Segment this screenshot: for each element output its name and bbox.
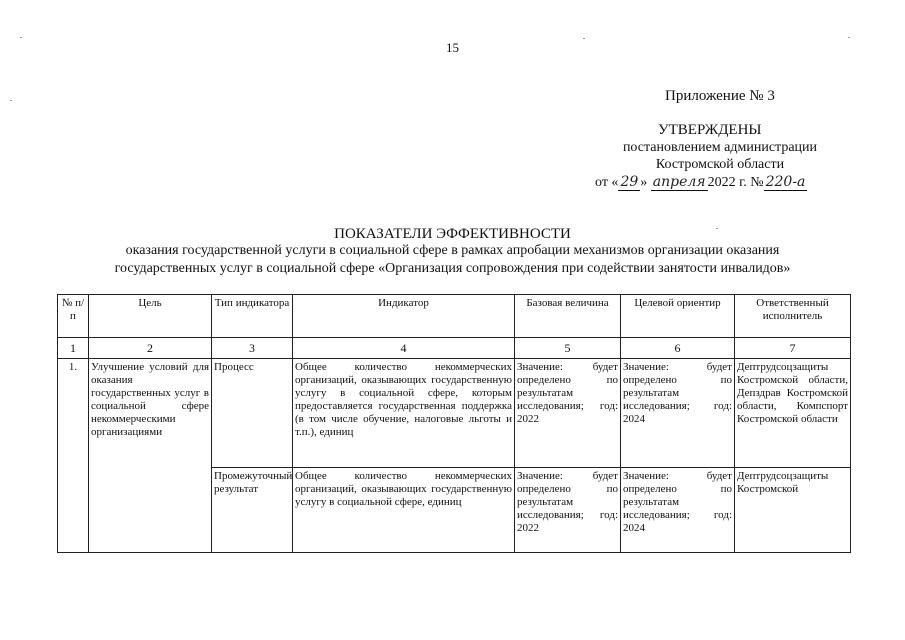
base-value-cell: Значение: будет определено по результатам исследования; год: 2022 [515, 359, 621, 468]
date-mid: » [640, 175, 648, 190]
responsible-cell: Дептрудсоцзащиты Костромской области, Депздрав Костромской области, Компспорт Костромской области [735, 359, 851, 468]
indicator-cell: Общее количество некоммерческих организаций, оказывающих государственную услугу в социальной сфере, единиц [293, 468, 515, 553]
approval-heading: УТВЕРЖДЕНЫ [658, 122, 762, 138]
date-year: 2022 г. № [707, 175, 764, 190]
header-cell: № п/п [58, 295, 89, 338]
table-header-row [58, 295, 851, 338]
decree-line [595, 174, 807, 191]
indicator-cell: Общее количество некоммерческих организаций, оказывающих государственную услугу в социальной сфере, которым предоставляется государственная поддержка (в том числе обучение, налоговые льготы и т.п.), единиц [293, 359, 515, 468]
indicators-table [57, 294, 851, 553]
base-value-cell: Значение: будет определено по результатам исследования; год: 2022 [515, 468, 621, 553]
column-number: 6 [621, 338, 735, 359]
scan-speck [583, 38, 585, 39]
column-number: 3 [212, 338, 293, 359]
handwritten-decree-number: 220-а [765, 174, 806, 190]
approval-line-2: Костромской области [655, 157, 785, 172]
document-title: ПОКАЗАТЕЛИ ЭФФЕКТИВНОСТИ [334, 226, 571, 242]
responsible-cell: Дептрудсоцзащиты Костромской [735, 468, 851, 553]
indicator-type-cell: Процесс [212, 359, 293, 468]
target-value-cell: Значение: будет определено по результатам исследования; год: 2024 [621, 359, 735, 468]
column-number: 1 [58, 338, 89, 359]
appendix-label: Приложение № 3 [665, 88, 775, 104]
scan-speck [20, 37, 22, 38]
row-number-cell: 1. [58, 359, 89, 553]
column-number-row [58, 338, 851, 359]
header-cell: Целевой ориентир [621, 295, 735, 338]
scan-speck [10, 100, 12, 101]
approval-line-1: постановлением администрации [622, 140, 818, 155]
table-row [58, 359, 851, 468]
goal-cell: Улучшение условий для оказания государственных услуг в социальной сфере некоммерческими организациями [89, 359, 212, 553]
document-subtitle-2: государственных услуг в социальной сфере «Организация сопровождения при содействии занятости инвалидов» [114, 261, 791, 276]
handwritten-day: 29 [620, 174, 639, 190]
column-number: 4 [293, 338, 515, 359]
header-cell: Цель [89, 295, 212, 338]
scan-speck [848, 37, 850, 38]
page-number: 15 [446, 40, 459, 55]
document-subtitle-1: оказания государственной услуги в социальной сфере в рамках апробации механизмов организации оказания [125, 243, 780, 258]
column-number: 7 [735, 338, 851, 359]
column-number: 2 [89, 338, 212, 359]
header-cell: Ответственный исполнитель [735, 295, 851, 338]
header-cell: Тип индикатора [212, 295, 293, 338]
column-number: 5 [515, 338, 621, 359]
indicator-type-cell: Промежуточный результат [212, 468, 293, 553]
target-value-cell: Значение: будет определено по результатам исследования; год: 2024 [621, 468, 735, 553]
header-cell: Индикатор [293, 295, 515, 338]
header-cell: Базовая величина [515, 295, 621, 338]
handwritten-month: апреля [652, 174, 706, 190]
date-prefix: от « [595, 175, 619, 190]
